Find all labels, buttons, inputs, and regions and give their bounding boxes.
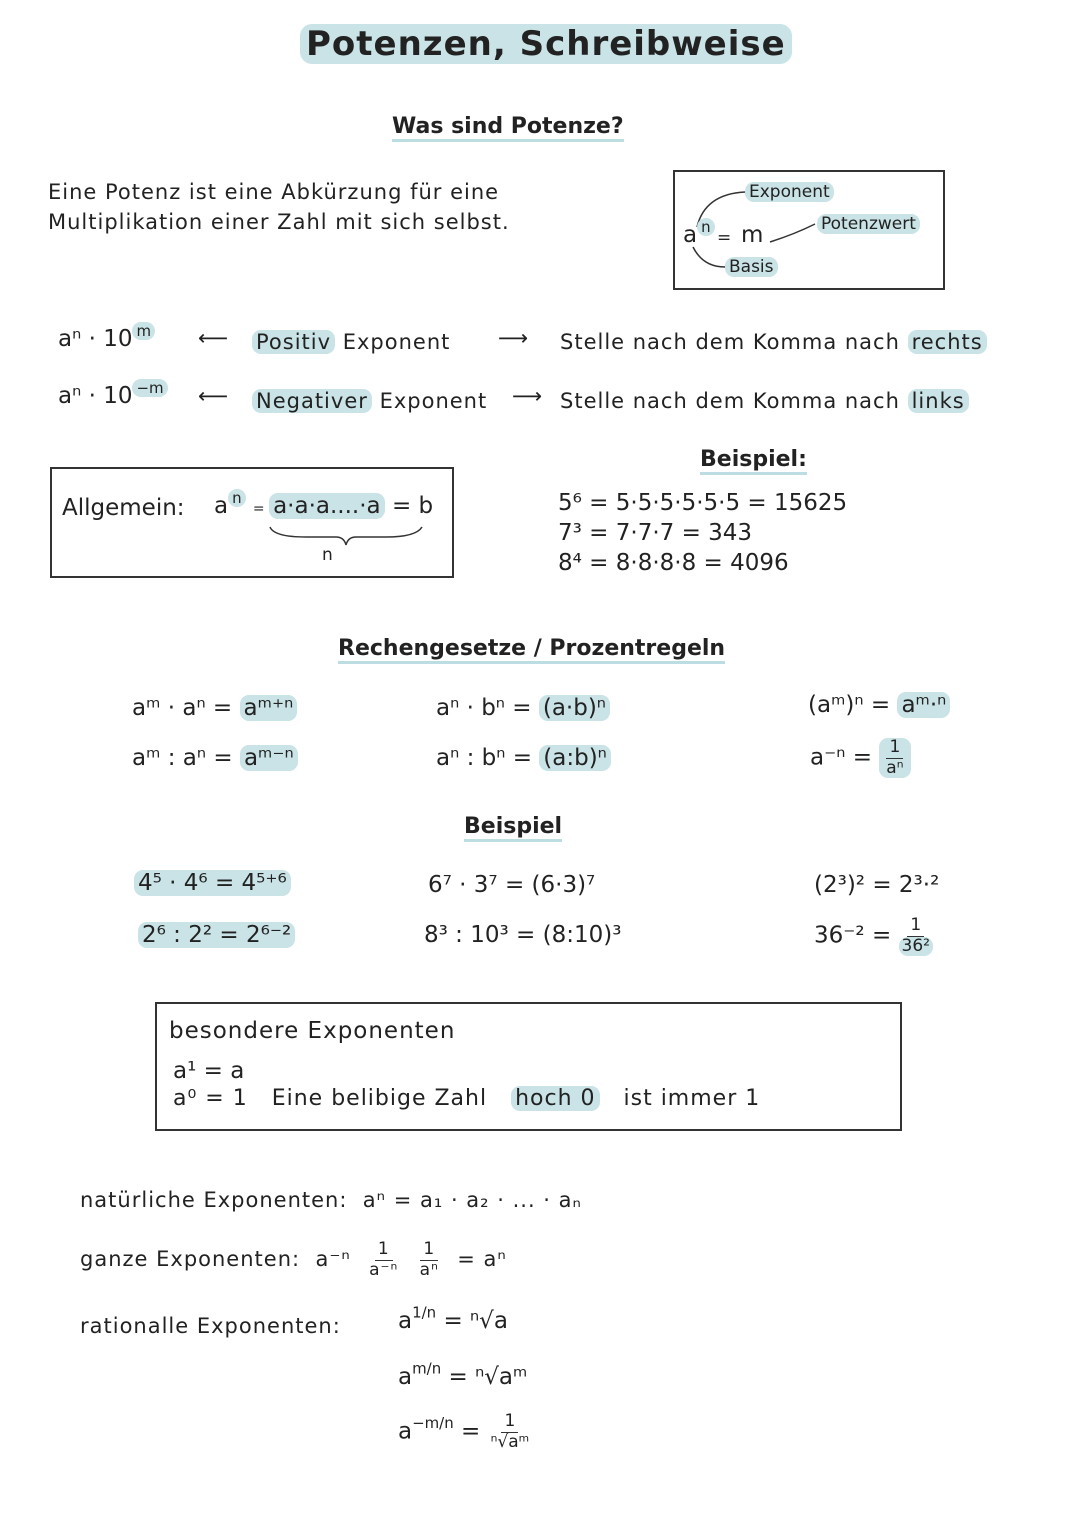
rule-power-of-power: (aᵐ)ⁿ = aᵐ·ⁿ <box>808 692 950 718</box>
diagram-potenzwert-label: Potenzwert <box>817 214 920 234</box>
page-title: Potenzen, Schreibweise <box>300 24 792 64</box>
intro-line-1: Eine Potenz ist eine Abkürzung für eine <box>48 180 500 204</box>
negative-arrow-right: ⟶ <box>512 384 544 408</box>
general-definition-box <box>50 467 454 578</box>
examples-heading: Beispiel <box>464 814 562 842</box>
rule-product-same-base: aᵐ · aⁿ = aᵐ⁺ⁿ <box>132 695 297 721</box>
rule-negative-exp: a⁻ⁿ = $\frac{1}{\text{aⁿ}}$ <box>810 738 911 778</box>
rational-exponent-3: $a^{-m/n}$ = $\frac{1}{\text{ⁿ√aᵐ}}$ <box>398 1411 530 1452</box>
general-label: Allgemein: <box>62 495 185 521</box>
example-line-3: 8⁴ = 8·8·8·8 = 4096 <box>558 550 789 576</box>
special-exp-one: a¹ = a <box>173 1058 245 1084</box>
positive-exponent-label: Positiv Exponent <box>252 330 450 354</box>
example-product-same-base: 4⁵ · 4⁶ = 4⁵⁺⁶ <box>134 870 291 896</box>
rule-quotient-same-exp: aⁿ : bⁿ = (a:b)ⁿ <box>436 745 611 771</box>
intro-line-2: Multiplikation einer Zahl mit sich selbst. <box>48 210 510 234</box>
notation-diagram <box>673 170 945 290</box>
rational-exponent-2: $a^{m/n}$ = ⁿ√aᵐ <box>398 1359 528 1390</box>
positive-arrow-right: ⟶ <box>498 326 530 350</box>
positive-exponent-expr: aⁿ · 10 $^m$ <box>58 326 155 352</box>
negative-exponent-label: Negativer Exponent <box>252 389 487 413</box>
positive-arrow-left: ⟵ <box>198 326 230 350</box>
example-line-1: 5⁶ = 5·5·5·5·5·5 = 15625 <box>558 490 848 516</box>
diagram-base: a $^n$ <box>683 222 715 248</box>
negative-rule: Stelle nach dem Komma nach links <box>560 389 969 413</box>
example-quotient-same-exp: 8³ : 10³ = (8:10)³ <box>424 922 622 948</box>
positive-rule: Stelle nach dem Komma nach rechts <box>560 330 987 354</box>
diagram-equals: = <box>717 228 732 248</box>
count-brace <box>266 525 426 549</box>
special-heading: besondere Exponenten <box>169 1018 456 1044</box>
diagram-value: m <box>741 222 764 248</box>
example-power-of-power: (2³)² = 2³·² <box>814 872 940 898</box>
count-label: n <box>322 545 333 565</box>
rules-heading: Rechengesetze / Prozentregeln <box>338 636 725 664</box>
rule-quotient-same-base: aᵐ : aⁿ = aᵐ⁻ⁿ <box>132 745 298 771</box>
intro-heading: Was sind Potenze? <box>392 114 624 142</box>
diagram-exponent-label: Exponent <box>745 182 834 202</box>
example-quotient-same-base: 2⁶ : 2² = 2⁶⁻² <box>138 922 295 948</box>
negative-arrow-left: ⟵ <box>198 384 230 408</box>
natural-exponents: natürliche Exponenten: aⁿ = a₁ · a₂ · ... · aₙ <box>80 1188 582 1212</box>
special-exponents-box <box>155 1002 902 1131</box>
negative-exponent-expr: aⁿ · 10 $^{-m}$ <box>58 383 168 409</box>
example-heading: Beispiel: <box>700 447 807 475</box>
special-exp-zero: a⁰ = 1 Eine belibige Zahl hoch 0 ist immer 1 <box>173 1086 761 1111</box>
example-line-2: 7³ = 7·7·7 = 343 <box>558 520 753 546</box>
general-expression: a $^n$ = a·a·a....·a = b <box>214 488 434 519</box>
rational-exponents-label: rationalle Exponenten: <box>80 1314 341 1338</box>
rule-product-same-exp: aⁿ · bⁿ = (a·b)ⁿ <box>436 695 610 721</box>
example-negative-exp: 36⁻² = $\frac{1}{\text{36²}}$ <box>814 916 933 956</box>
diagram-basis-label: Basis <box>725 257 778 277</box>
example-product-same-exp: 6⁷ · 3⁷ = (6·3)⁷ <box>428 872 596 898</box>
integer-exponents: ganze Exponenten: a⁻ⁿ $\frac{1}{\text{a⁻ⁿ}}$ $\frac{1}{\text{aⁿ}}$ = aⁿ <box>80 1239 507 1280</box>
rational-exponent-1: $a^{1/n} = ^n√a$ <box>398 1303 508 1334</box>
